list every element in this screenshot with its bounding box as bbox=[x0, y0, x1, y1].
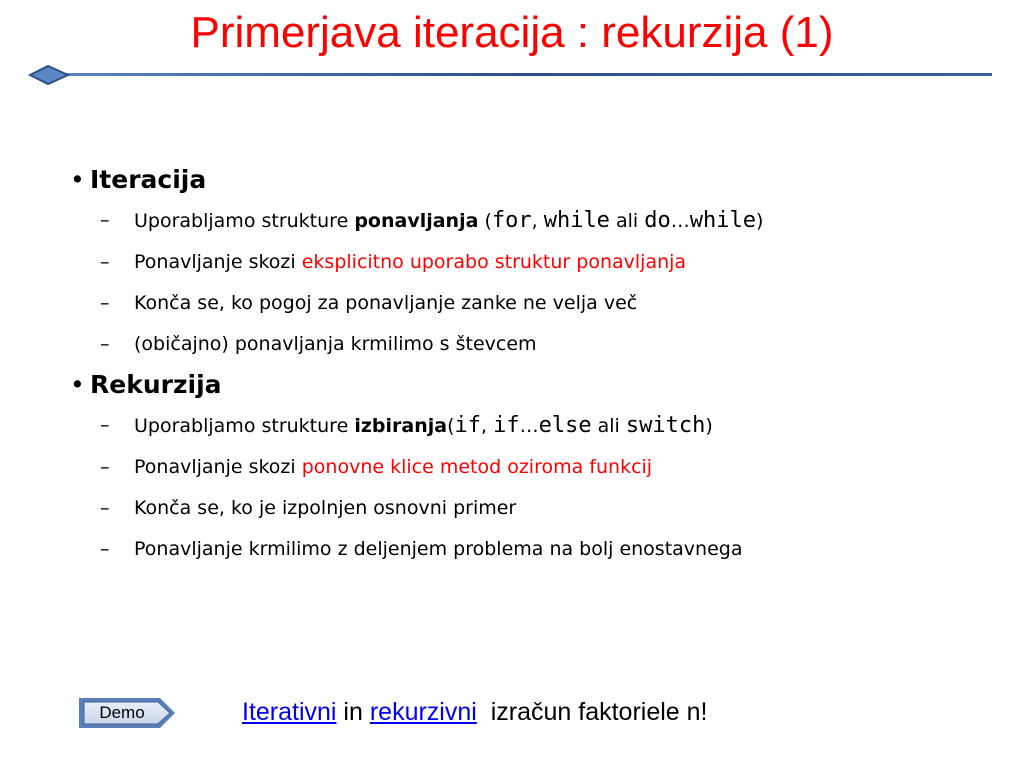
bullet-icon: • bbox=[70, 165, 85, 194]
list-item: – Ponavljanje krmilimo z deljenjem problema na bolj enostavnega bbox=[70, 529, 990, 570]
title-divider bbox=[28, 58, 992, 92]
dash-icon: – bbox=[100, 456, 110, 478]
list-item: – Konča se, ko pogoj za ponavljanje zanke ne velja več bbox=[70, 283, 990, 324]
dash-icon: – bbox=[100, 333, 110, 355]
dash-icon: – bbox=[100, 497, 110, 519]
dash-icon: – bbox=[100, 251, 110, 273]
bullet-icon: • bbox=[70, 370, 85, 399]
demo-button[interactable] bbox=[76, 693, 180, 733]
list-item: – Ponavljanje skozi eksplicitno uporabo struktur ponavljanja bbox=[70, 242, 990, 283]
dash-icon: – bbox=[100, 538, 110, 560]
recursive-link[interactable]: rekurzivni bbox=[369, 698, 477, 726]
demo-caption: Iterativni in rekurzivni izračun faktoriele n! bbox=[242, 698, 708, 726]
bullet-list bbox=[70, 160, 990, 570]
list-item: – (običajno) ponavljanja krmilimo s števcem bbox=[70, 324, 990, 365]
section-heading-iteracija: • Iteracija bbox=[70, 160, 990, 200]
dash-icon: – bbox=[100, 414, 110, 436]
list-item: – Uporabljamo strukture ponavljanja (for, while ali do…while) bbox=[70, 200, 990, 242]
list-item: – Ponavljanje skozi ponovne klice metod oziroma funkcij bbox=[70, 447, 990, 488]
divider-line bbox=[48, 73, 992, 76]
dash-icon: – bbox=[100, 209, 110, 231]
divider-diamond-icon bbox=[30, 66, 68, 84]
slide-title: Primerjava iteracija : rekurzija (1) bbox=[190, 8, 834, 57]
dash-icon: – bbox=[100, 292, 110, 314]
demo-button-label: Demo bbox=[99, 703, 145, 722]
list-item: – Uporabljamo strukture izbiranja(if, if…else ali switch) bbox=[70, 405, 990, 447]
iterative-link[interactable]: Iterativni bbox=[242, 698, 337, 726]
section-heading-rekurzija: • Rekurzija bbox=[70, 365, 990, 405]
list-item: – Konča se, ko je izpolnjen osnovni primer bbox=[70, 488, 990, 529]
